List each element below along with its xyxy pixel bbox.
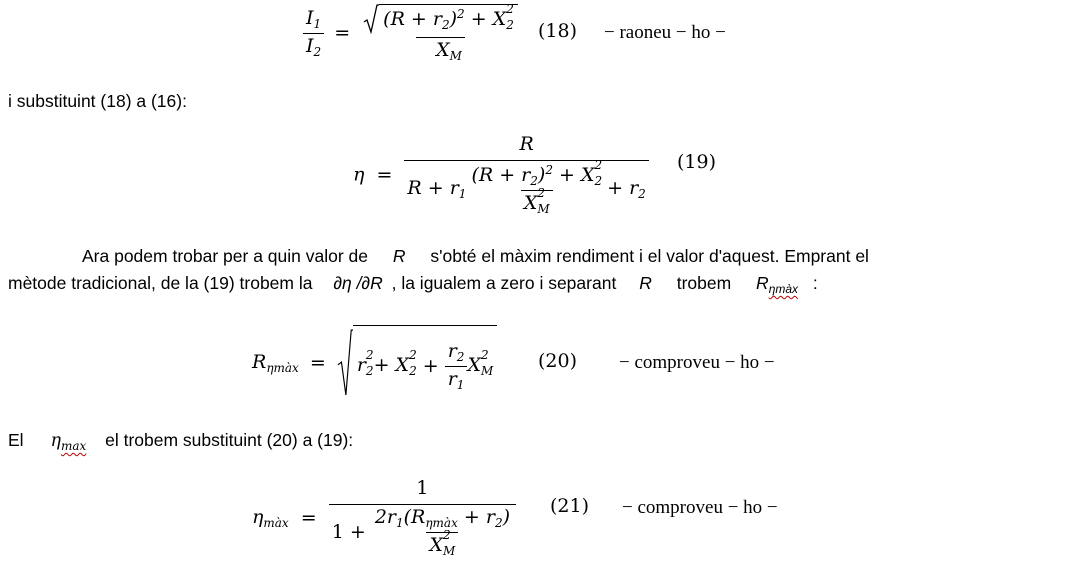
eq18-lhs-fraction bbox=[303, 6, 324, 59]
paragraph-substitution-18: i substituint (18) a (16): bbox=[8, 91, 187, 111]
p2-line2-R: R bbox=[639, 273, 652, 293]
eq21-lhs: η bbox=[252, 505, 264, 528]
p2-Rmax: R bbox=[756, 273, 769, 293]
radical-sign-icon bbox=[337, 325, 353, 401]
eq18-rhs-fraction: $(R + r_2)^2 + X$ 2 $_2$ $X_M$ bbox=[360, 4, 521, 62]
eq20-lhs: R bbox=[252, 350, 267, 373]
p2-line1-text-b: s'obté el màxim rendiment i el valor d'aquest. Emprant el bbox=[430, 246, 869, 266]
eq20-sqrt: r 2 $_2$ + X 2 $_2$ + $\frac{r_2}{r_1}$ X 2 $_M$ bbox=[337, 325, 497, 401]
paragraph-line-1 bbox=[82, 246, 869, 267]
p2-line1-R: R bbox=[392, 246, 406, 266]
radical-sign-icon bbox=[363, 4, 379, 34]
eq19-number: (19) bbox=[677, 151, 717, 173]
eq18-lhs-num: I bbox=[306, 6, 314, 29]
eq18-number: (18) bbox=[538, 20, 578, 42]
eq19-lhs: η bbox=[353, 163, 365, 186]
p2-Rmax-sub: ηmàx bbox=[768, 282, 799, 296]
eq20-number: (20) bbox=[538, 350, 578, 372]
eq18-note: − raoneu − ho − bbox=[604, 22, 726, 43]
eq21-note: − comproveu − ho − bbox=[622, 497, 778, 518]
p3-eta: η bbox=[50, 431, 61, 451]
equation-19: η = R $R + r_1$ $(R + r_2)^2 + X$ 2 $_2$ X 2 $_M$ + $r_2$ bbox=[353, 135, 649, 215]
eq18-sqrt: $(R + r_2)^2 + X$ 2 $_2$ bbox=[363, 4, 518, 34]
eq21-number: (21) bbox=[550, 495, 590, 517]
eq19-numerator: R bbox=[519, 133, 534, 155]
p2-line2-text-a: mètode tradicional, de la (19) trobem la bbox=[8, 273, 313, 293]
eq19-fraction: R $R + r_1$ $(R + r_2)^2 + X$ 2 $_2$ X 2 $_M$ + $r_2$ bbox=[404, 135, 648, 215]
p3-eta-sub: max bbox=[60, 439, 87, 453]
paragraph-eta-max: El $\eta_{max}$ el trobem substituint (20) a (19): bbox=[8, 430, 354, 453]
eq21-numerator: 1 bbox=[416, 477, 429, 499]
eq18-lhs-den: I bbox=[306, 34, 314, 57]
p2-line2-text-c: trobem bbox=[676, 273, 732, 293]
equation-21: $\eta_{màx}$ = 1 1 + $2r_1(R_{\eta màx} + r_2)$ X 2 $_M$ bbox=[252, 479, 516, 557]
equation-18: $\frac{I_1}{I_2}$ = $(R + r_2)^2 + X$ 2 $_2$ $X_M$ bbox=[303, 4, 521, 62]
equation-20: $R_{\eta màx}$ = r 2 $_2$ + X 2 $_2$ + $\frac{r_2}{r_1}$ X 2 $_M$ bbox=[252, 325, 497, 401]
eq18-lhs-num-sub: 1 bbox=[313, 16, 322, 31]
eq21-fraction: 1 1 + $2r_1(R_{\eta màx} + r_2)$ X 2 $_M$ bbox=[329, 479, 516, 557]
eq18-den: X bbox=[436, 39, 450, 61]
paragraph-line-2: mètode tradicional, de la (19) trobem la ∂η /∂R , la igualem a zero i separant R trobem $R_{\eta màx}$ : bbox=[8, 273, 818, 296]
p2-partial-derivative: ∂η /∂R bbox=[333, 273, 383, 293]
p2-line2-text-b: , la igualem a zero i separant bbox=[391, 273, 617, 293]
p2-line1-text-a: Ara podem trobar per a quin valor de bbox=[82, 246, 368, 266]
eq18-lhs-den-sub: 2 bbox=[313, 44, 322, 59]
eq20-note: − comproveu − ho − bbox=[619, 352, 775, 373]
